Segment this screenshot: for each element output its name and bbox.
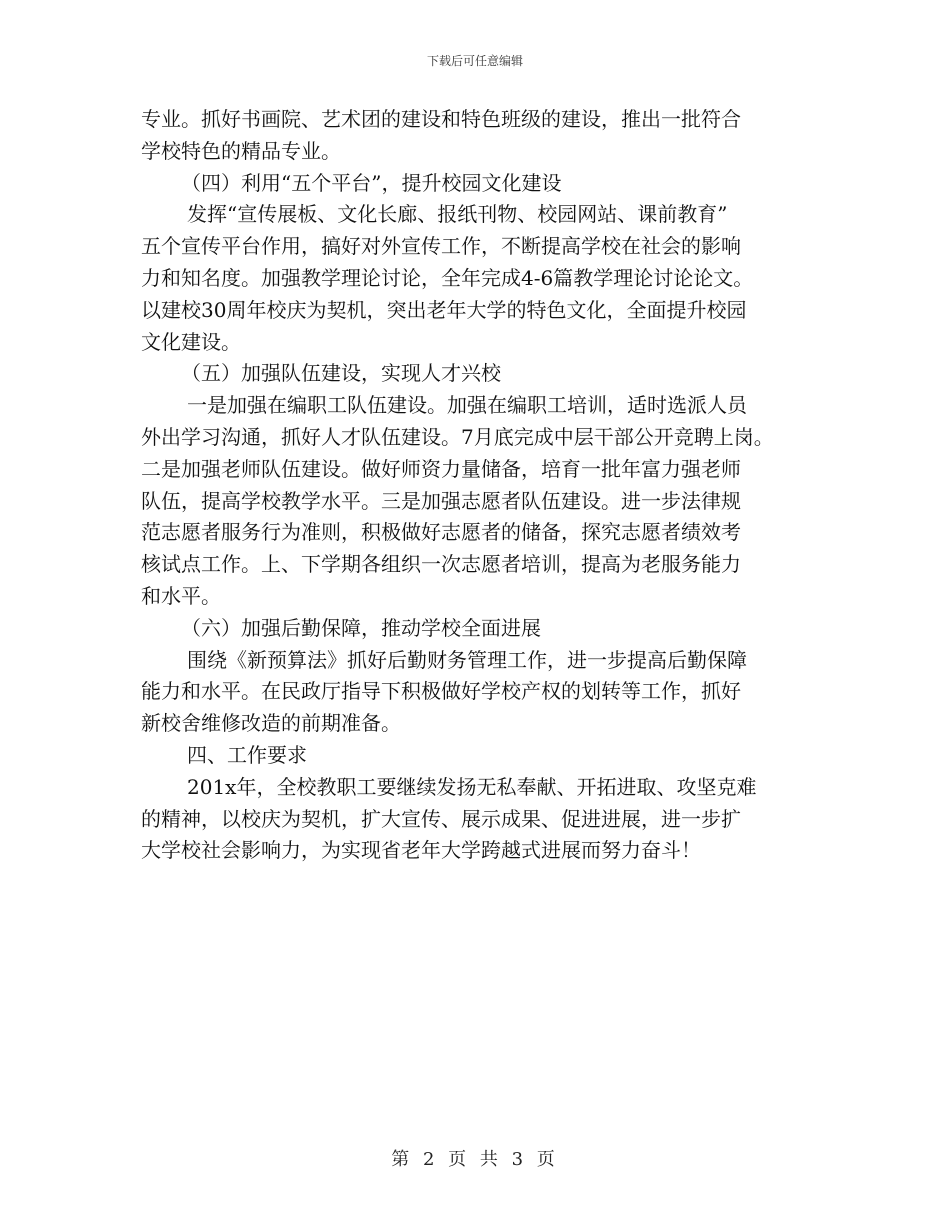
paragraph-line: 力和知名度。加强教学理论讨论，全年完成4-6篇教学理论讨论论文。 — [141, 265, 754, 290]
paragraph-line: 核试点工作。上、下学期各组织一次志愿者培训，提高为老服务能力 — [141, 552, 741, 577]
page-number: 第 2 页 共 3 页 — [391, 1149, 559, 1170]
section-heading: （六）加强后勤保障，推动学校全面进展 — [181, 615, 541, 640]
paragraph-line: 文化建设。 — [141, 329, 241, 354]
section-heading: （五）加强队伍建设，实现人才兴校 — [181, 361, 501, 386]
paragraph-line: 的精神，以校庆为契机，扩大宣传、展示成果、促进进展，进一步扩 — [141, 806, 741, 831]
paragraph-line: 专业。抓好书画院、艺术团的建设和特色班级的建设，推出一批符合 — [141, 107, 741, 131]
paragraph-line: 能力和水平。在民政厅指导下积极做好学校产权的划转等工作，抓好 — [141, 679, 741, 704]
paragraph-line: 一是加强在编职工队伍建设。加强在编职工培训，适时选派人员 — [187, 393, 747, 418]
section-heading: 四、工作要求 — [187, 742, 307, 767]
paragraph-line: 五个宣传平台作用，搞好对外宣传工作，不断提高学校在社会的影响 — [141, 234, 741, 259]
section-heading: （四）利用“五个平台”，提升校园文化建设 — [181, 170, 562, 195]
paragraph-line: 201x年，全校教职工要继续发扬无私奉献、开拓进取、攻坚克难 — [187, 774, 757, 799]
paragraph-line: 队伍，提高学校教学水平。三是加强志愿者队伍建设。进一步法律规 — [141, 488, 741, 513]
paragraph-line: 大学校社会影响力，为实现省老年大学跨越式进展而努力奋斗！ — [141, 838, 701, 863]
paragraph-line: 围绕《新预算法》抓好后勤财务管理工作，进一步提高后勤保障 — [187, 647, 747, 672]
paragraph-line: 二是加强老师队伍建设。做好师资力量储备，培育一批年富力强老师 — [141, 456, 741, 481]
paragraph-line: 以建校30周年校庆为契机，突出老年大学的特色文化，全面提升校园 — [141, 297, 747, 322]
paragraph-line: 和水平。 — [141, 583, 221, 608]
paragraph-line: 新校舍维修改造的前期准备。 — [141, 711, 401, 736]
paragraph-line: 外出学习沟通，抓好人才队伍建设。7月底完成中层干部公开竞聘上岗。 — [141, 424, 774, 449]
paragraph-line: 发挥“宣传展板、文化长廊、报纸刊物、校园网站、课前教育” — [187, 202, 728, 227]
paragraph-line: 学校特色的精品专业。 — [141, 138, 341, 163]
document-body — [141, 104, 841, 867]
paragraph-line: 范志愿者服务行为准则，积极做好志愿者的储备，探究志愿者绩效考 — [141, 520, 741, 545]
page-header: 下载后可任意编辑 — [426, 54, 523, 68]
